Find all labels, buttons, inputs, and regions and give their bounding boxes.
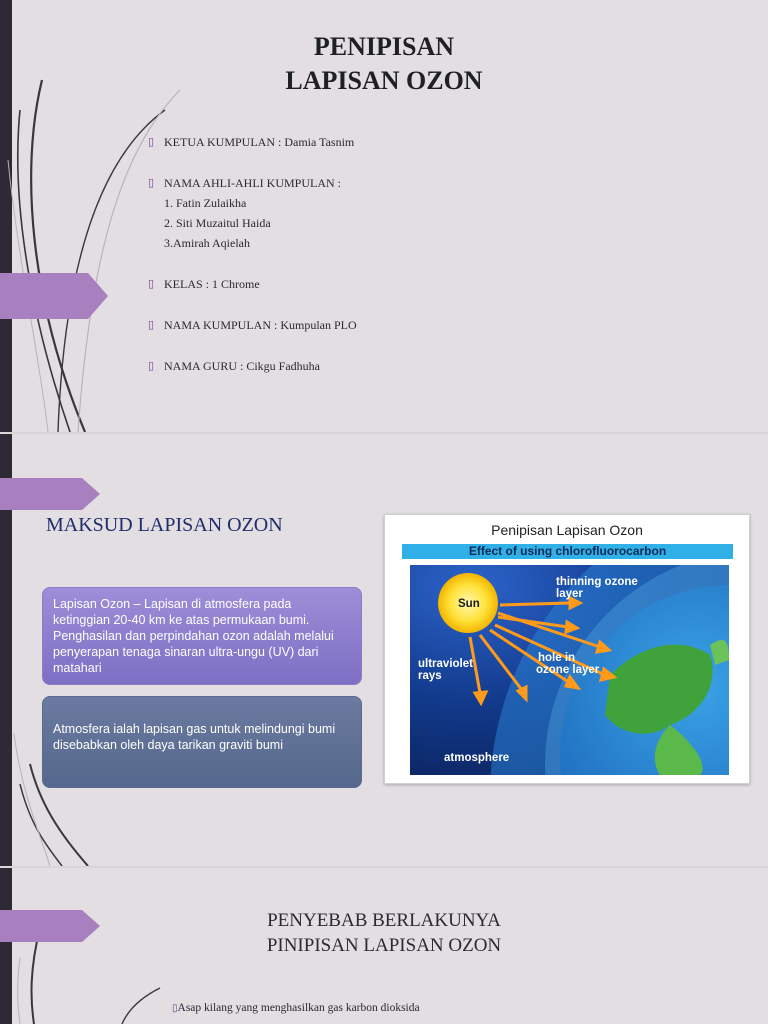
title-line-2: PINIPISAN LAPISAN OZON bbox=[266, 935, 502, 956]
title-line-1: PENYEBAB BERLAKUNYA bbox=[267, 910, 501, 931]
bullet-icon: ▯ bbox=[148, 177, 155, 189]
section-title bbox=[0, 908, 768, 958]
list-item bbox=[172, 1002, 420, 1014]
thinning-label-1: thinning ozone bbox=[556, 576, 638, 588]
kelas-text: KELAS : 1 Chrome bbox=[164, 277, 260, 291]
title-line-1: PENIPISAN bbox=[313, 32, 455, 61]
uv-label-2: rays bbox=[418, 670, 442, 682]
bullet-icon: ▯ bbox=[148, 319, 155, 331]
ahli-heading: NAMA AHLI-AHLI KUMPULAN : bbox=[164, 176, 341, 190]
sun-label: Sun bbox=[458, 598, 480, 610]
member-1: 1. Fatin Zulaikha bbox=[164, 196, 247, 210]
section-title: MAKSUD LAPISAN OZON bbox=[46, 514, 283, 536]
ozone-diagram-image bbox=[384, 514, 750, 784]
ketua-text: KETUA KUMPULAN : Damia Tasnim bbox=[164, 135, 355, 149]
member-list bbox=[148, 132, 357, 376]
list-item bbox=[148, 173, 357, 193]
list-item bbox=[148, 315, 357, 335]
member-3: 3.Amirah Aqielah bbox=[164, 236, 250, 250]
cause-text: Asap kilang yang menghasilkan gas karbon dioksida bbox=[177, 1002, 420, 1014]
atmosphere-label: atmosphere bbox=[444, 752, 510, 764]
accent-tab bbox=[0, 478, 100, 510]
list-item bbox=[148, 356, 357, 376]
hole-label-1: hole in bbox=[538, 652, 576, 664]
uv-label-1: ultraviolet bbox=[418, 658, 473, 670]
bullet-icon: ▯ bbox=[172, 1003, 178, 1014]
bullet-icon: ▯ bbox=[148, 278, 155, 290]
kumpulan-text: NAMA KUMPULAN : Kumpulan PLO bbox=[164, 318, 357, 332]
hole-label-2: ozone layer bbox=[536, 664, 600, 676]
bullet-icon: ▯ bbox=[148, 360, 155, 372]
image-title: Penipisan Lapisan Ozon bbox=[491, 522, 643, 538]
list-item bbox=[148, 132, 357, 152]
thinning-label-2: layer bbox=[556, 588, 583, 600]
slide-2 bbox=[0, 434, 768, 866]
guru-text: NAMA GURU : Cikgu Fadhuha bbox=[164, 359, 321, 373]
title-line-2: LAPISAN OZON bbox=[285, 66, 483, 95]
definition-box-atmosfera: Atmosfera ialah lapisan gas untuk melindungi bumi disebabkan oleh daya tarikan graviti bumi bbox=[42, 696, 362, 788]
accent-tab bbox=[0, 273, 108, 319]
slide-3 bbox=[0, 868, 768, 1024]
list-item bbox=[148, 274, 357, 294]
page-title bbox=[0, 30, 768, 98]
bullet-icon: ▯ bbox=[148, 136, 155, 148]
member-2: 2. Siti Muzaitul Haida bbox=[164, 216, 271, 230]
ozone-scene bbox=[410, 565, 729, 775]
slide-1 bbox=[0, 0, 768, 432]
image-band: Effect of using chlorofluorocarbon bbox=[402, 544, 733, 559]
definition-box-ozon: Lapisan Ozon – Lapisan di atmosfera pada ketinggian 20-40 km ke atas permukaan bumi. Penghasilan dan perpindahan ozon adalah melalui penyerapan tenaga sinaran ultra-ungu (UV) dari matahari bbox=[42, 587, 362, 685]
